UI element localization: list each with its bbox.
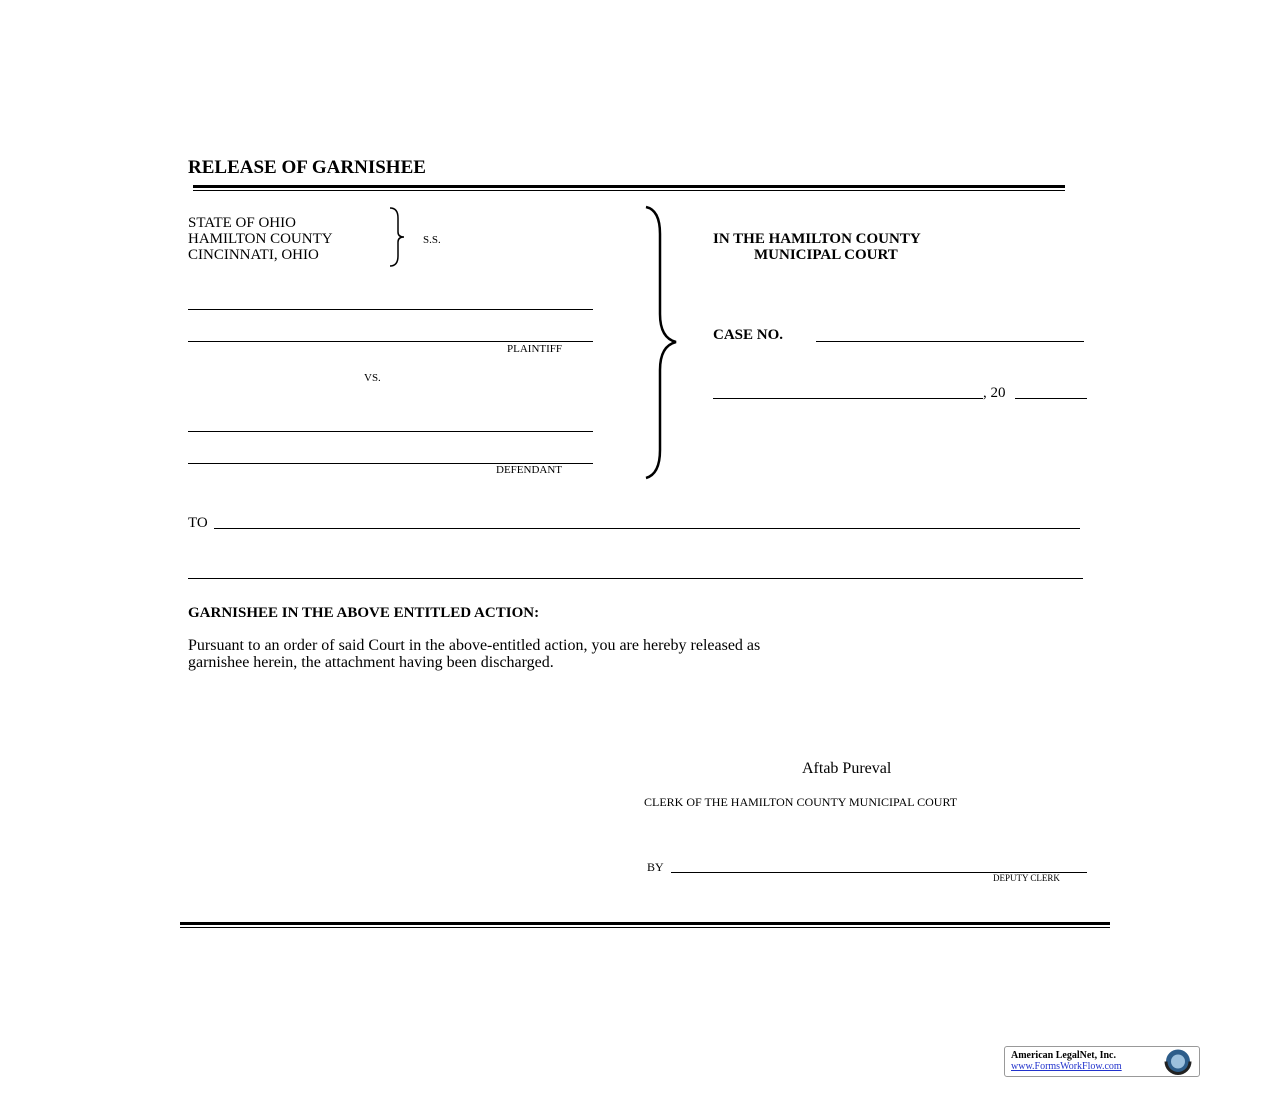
garnishee-heading: GARNISHEE IN THE ABOVE ENTITLED ACTION: bbox=[188, 605, 540, 621]
form-title: RELEASE OF GARNISHEE bbox=[188, 157, 426, 178]
plaintiff-label: PLAINTIFF bbox=[507, 343, 563, 355]
date-field[interactable] bbox=[713, 398, 983, 399]
year-prefix: , 20 bbox=[983, 385, 1006, 401]
court-line-2: MUNICIPAL COURT bbox=[754, 247, 898, 263]
to-field-line-1[interactable] bbox=[214, 528, 1080, 529]
footer-url-link[interactable]: www.FormsWorkFlow.com bbox=[1011, 1061, 1122, 1072]
bottom-rule bbox=[180, 922, 1110, 928]
vs-label: VS. bbox=[364, 372, 381, 384]
plaintiff-line-2[interactable] bbox=[188, 341, 593, 342]
footer-logo bbox=[1004, 1046, 1200, 1077]
to-field-line-2[interactable] bbox=[188, 578, 1083, 579]
plaintiff-line-1[interactable] bbox=[188, 309, 593, 310]
clerk-title: CLERK OF THE HAMILTON COUNTY MUNICIPAL COURT bbox=[644, 795, 958, 809]
defendant-line-1[interactable] bbox=[188, 431, 593, 432]
court-line-1: IN THE HAMILTON COUNTY bbox=[713, 231, 921, 247]
small-brace-icon bbox=[388, 206, 408, 268]
large-brace-icon bbox=[640, 204, 680, 482]
footer-company: American LegalNet, Inc. bbox=[1011, 1050, 1116, 1061]
deputy-label: DEPUTY CLERK bbox=[993, 873, 1060, 883]
to-label: TO bbox=[188, 515, 208, 531]
venue-county: HAMILTON COUNTY bbox=[188, 231, 333, 247]
by-label: BY bbox=[647, 860, 664, 874]
venue-state: STATE OF OHIO bbox=[188, 215, 296, 231]
case-no-field[interactable] bbox=[816, 341, 1084, 342]
defendant-label: DEFENDANT bbox=[496, 464, 562, 476]
globe-icon bbox=[1161, 1048, 1195, 1075]
body-line-1: Pursuant to an order of said Court in the above-entitled action, you are hereby released as bbox=[188, 637, 761, 654]
case-no-label: CASE NO. bbox=[713, 327, 784, 343]
clerk-name: Aftab Pureval bbox=[802, 760, 892, 777]
title-rule bbox=[193, 185, 1065, 191]
year-field[interactable] bbox=[1015, 398, 1087, 399]
body-line-2: garnishee herein, the attachment having been discharged. bbox=[188, 654, 554, 671]
ss-label: S.S. bbox=[423, 234, 441, 246]
venue-city: CINCINNATI, OHIO bbox=[188, 247, 319, 263]
